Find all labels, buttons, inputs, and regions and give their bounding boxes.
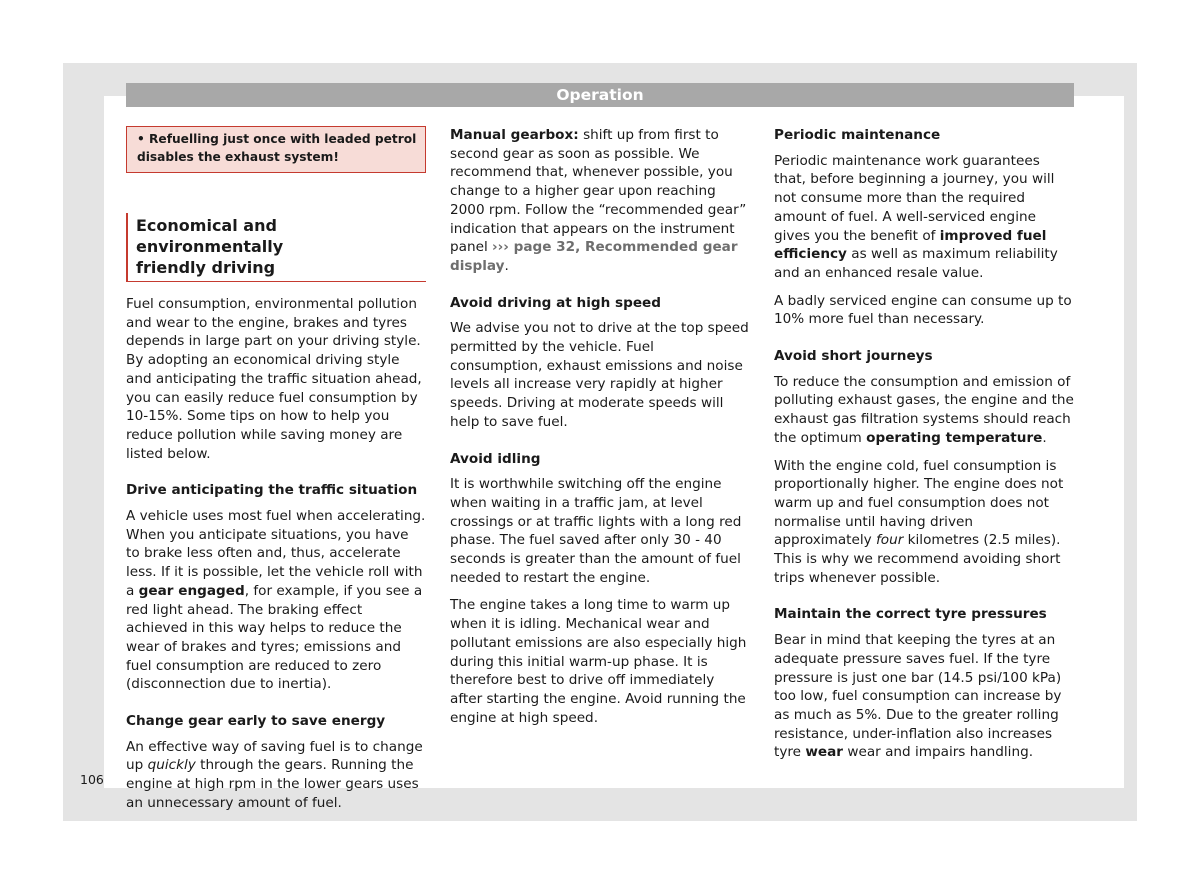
heading-idling: Avoid idling: [450, 450, 541, 467]
heading-anticipate: Drive anticipating the traffic situation: [126, 482, 418, 499]
column-left: [126, 126, 426, 822]
paragraph-tyre-pressure: Bear in mind that keeping the tyres at an adequate pressure saves fuel. If the tyre pressure is just one bar (14.5 psi/100 kPa) too low, fuel consumption can increase by as much as 5%. Due to the greater rolling resistance, under-inflation also increases tyre wear wear and impairs handling.: [774, 632, 1062, 761]
chapter-title: Operation: [556, 86, 644, 104]
manual-label: Manual gearbox:: [450, 127, 579, 143]
bullet-icon: •: [137, 132, 145, 146]
paragraph-speed: We advise you not to drive at the top speed permitted by the vehicle. Fuel consumption, exhaust emissions and noise levels all increase very rapidly at higher speeds. Driving at moderate speeds will help to save fuel.: [450, 320, 749, 430]
page-number: 106: [80, 772, 104, 787]
chapter-header: [126, 83, 1074, 107]
paragraph-manual: Manual gearbox: shift up from first to second gear as soon as possible. We recommend that, whenever possible, you change to a higher gear upon reaching 2000 rpm. Follow the “recommended gear” indication that appears on the instrument panel ››› page 32, Recommended gear display.: [450, 127, 747, 274]
paragraph-gear: An effective way of saving fuel is to change up quickly through the gears. Running the engine at high rpm in the lower gears uses an unnecessary amount of fuel.: [126, 738, 423, 811]
heading-short-journeys: Avoid short journeys: [774, 348, 933, 365]
paragraph-maintenance: Periodic maintenance work guarantees that, before beginning a journey, you will not consume more than the required amount of fuel. A well-serviced engine gives you the benefit of improved fuel efficiency as well as maximum reliability and an enhanced resale value.: [774, 152, 1058, 281]
page-reference-link[interactable]: ››› page 32, Recommended gear display: [450, 239, 738, 274]
heading-speed: Avoid driving at high speed: [450, 294, 661, 311]
paragraph-idling-2: The engine takes a long time to warm up when it is idling. Mechanical wear and pollutant emissions are also especially high during this initial warm-up phase. It is therefore best to drive off immediately after starting the engine. Avoid running the engine at high speed.: [450, 597, 747, 726]
warning-box: [126, 126, 426, 173]
paragraph-anticipate: A vehicle uses most fuel when accelerating. When you anticipate situations, you have to brake less often and, thus, accelerate less. If it is possible, let the vehicle roll with a gear engaged, for example, if you see a red light ahead. The braking effect achieved in this way helps to reduce the wear of brakes and tyres; emissions and fuel consumption are reduced to zero (disconnection due to inertia).: [126, 508, 426, 693]
heading-tyre-pressure: Maintain the correct tyre pressures: [774, 606, 1047, 623]
paragraph-short-journeys: To reduce the consumption and emission of polluting exhaust gases, the engine and the exhaust gas filtration systems should reach the optimum operating temperature.: [774, 373, 1074, 446]
section-title: Economical and environmentally friendly driving: [126, 213, 426, 282]
paragraph-idling-1: It is worthwhile switching off the engine when waiting in a traffic jam, at level crossings or at traffic lights with a long red phase. The fuel saved after only 30 - 40 seconds is greater than the amount of fuel needed to restart the engine.: [450, 476, 742, 586]
paragraph-cold-engine: With the engine cold, fuel consumption is proportionally higher. The engine does not warm up and fuel consumption does not normalise until having driven approximately four kilometres (2.5 miles). This is why we recommend avoiding short trips whenever possible.: [774, 457, 1064, 586]
warning-text: Refuelling just once with leaded petrol disables the exhaust system!: [137, 132, 417, 164]
column-middle: [450, 126, 750, 736]
heading-maintenance: Periodic maintenance: [774, 127, 941, 143]
paragraph-maintenance-2: A badly serviced engine can consume up to 10% more fuel than necessary.: [774, 292, 1072, 328]
heading-gear: Change gear early to save energy: [126, 713, 386, 730]
intro-paragraph: Fuel consumption, environmental pollution and wear to the engine, brakes and tyres depends in large part on your driving style. By adopting an economical driving style and anticipating the traffic situation ahead, you can easily reduce fuel consumption by 10-15%. Some tips on how to help you reduce pollution while saving money are listed below.: [126, 296, 422, 462]
column-right: [774, 126, 1074, 771]
